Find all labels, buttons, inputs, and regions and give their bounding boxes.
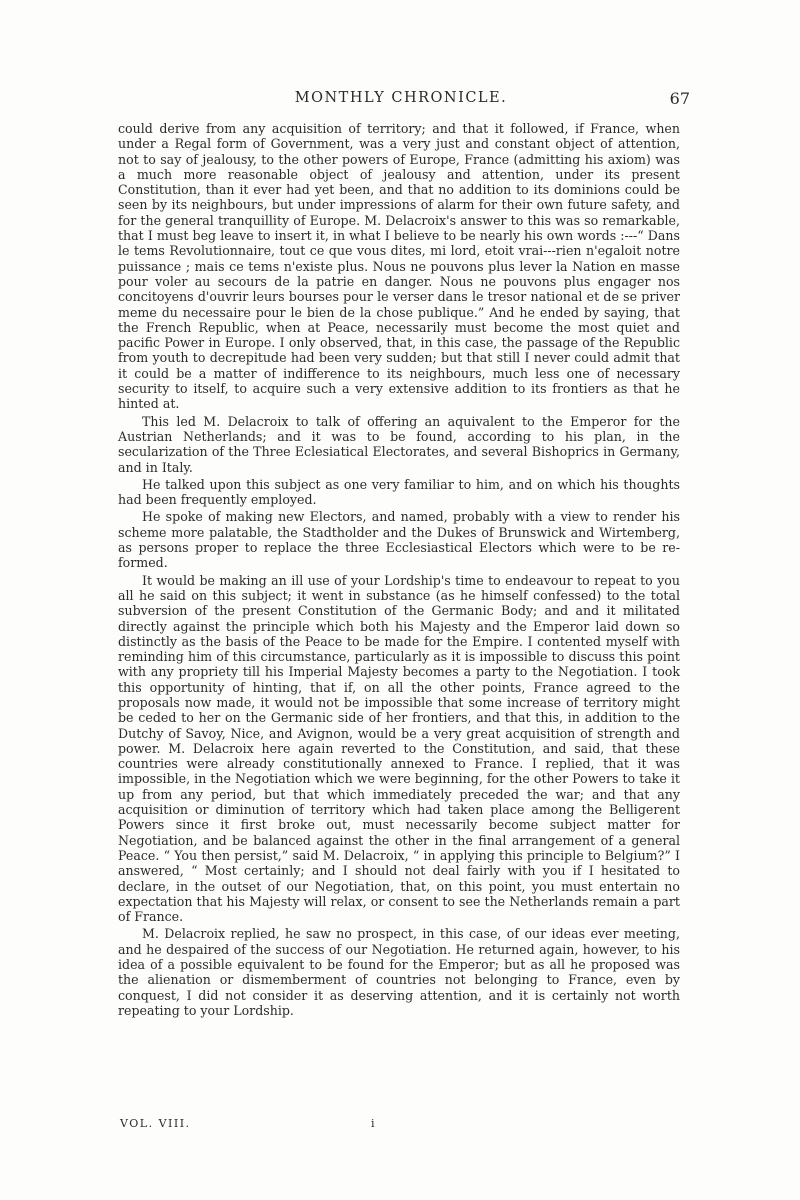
- volume-signature: VOL. VIII.: [120, 1117, 191, 1130]
- paragraph: He spoke of making new Electors, and named, probably with a view to render his scheme more palatable, the Stadtholder and the Dukes of Brunswick and Wirtemberg, as persons proper to replace the three Ecclesiastical Electors which were to be re-formed.: [118, 509, 680, 571]
- signature-mark: i: [371, 1117, 377, 1130]
- paragraph: It would be making an ill use of your Lordship's time to endeavour to repeat to you all he said on this subject; it went in substance (as he himself confessed) to the total subversion of the present Constitution of the Germanic Body; and and it militated directly against the principle which both his Majesty and the Emperor laid down so distinctly as the basis of the Peace to be made for the Empire. I contented myself with reminding him of this circumstance, particularly as it is impossible to discuss this point with any propriety till his Imperial Majesty becomes a party to the Negotiation. I took this opportunity of hinting, that if, on all the other points, France agreed to the proposals now made, it would not be impossible that some increase of territory might be ceded to her on the Germanic side of her frontiers, and that this, in addition to the Dutchy of Savoy, Nice, and Avignon, would be a very great acquisition of strength and power. M. Delacroix here again reverted to the Constitution, and said, that these countries were already constitutionally annexed to France. I replied, that it was impossible, in the Negotiation which we were beginning, for the other Powers to take it up from any period, but that which immediately preceded the war; and that any acquisition or diminution of territory which had taken place among the Belligerent Powers since it first broke out, must necessarily become subject matter for Negotiation, and be balanced against the other in the final arrangement of a general Peace. “ You then persist,” said M. Delacroix, “ in applying this principle to Belgium?” I answered, “ Most certainly; and I should not deal fairly with you if I hesitated to declare, in the outset of our Negotiation, that, on this point, you must entertain no expectation that his Majesty will relax, or consent to see the Netherlands remain a part of France.: [118, 572, 680, 925]
- page-footer: [120, 1117, 680, 1133]
- page-number: 67: [669, 89, 690, 108]
- paragraph: He talked upon this subject as one very familiar to him, and on which his thoughts had been frequently employed.: [118, 476, 680, 508]
- page-header: [112, 90, 690, 110]
- running-title: MONTHLY CHRONICLE.: [294, 90, 508, 106]
- paragraph: This led M. Delacroix to talk of offering an aquivalent to the Emperor for the Austrian Netherlands; and it was to be found, according to his plan, in the secularization of the Three Eclesiatical Electorates, and several Bishoprics in Germany, and in Italy.: [118, 413, 680, 475]
- paragraph: could derive from any acquisition of territory; and that it followed, if France, when under a Regal form of Government, was a very just and constant object of attention, not to say of jealousy, to the other powers of Europe, France (admitting his axiom) was a much more reasonable object of jealousy and attention, under its present Constitution, than it ever had yet been, and that no addition to its dominions could be seen by its neighbours, but under impressions of alarm for their own future safety, and for the general tranquillity of Europe. M. Delacroix's answer to this was so remarkable, that I must beg leave to insert it, in what I believe to be nearly his own words :---“ Dans le tems Revolutionnaire, tout ce que vous dites, mi lord, etoit vrai---rien n'egaloit notre puissance ; mais ce tems n'existe plus. Nous ne pouvons plus lever la Nation en masse pour voler au secours de la patrie en danger. Nous ne pouvons plus engager nos concitoyens d'ouvrir leurs bourses pour le verser dans le tresor national et de se priver meme du necessaire pour le bien de la chose publique.” And he ended by saying, that the French Republic, when at Peace, necessarily must become the most quiet and pacific Power in Europe. I only observed, that, in this case, the passage of the Republic from youth to decrepitude had been very sudden; but that still I never could admit that it could be a matter of indifference to its neighbours, much less one of necessary security to itself, to acquire such a very extensive addition to its frontiers as that he hinted at.: [118, 121, 680, 412]
- paragraph: M. Delacroix replied, he saw no prospect, in this case, of our ideas ever meeting, and he despaired of the success of our Negotiation. He returned again, however, to his idea of a possible equivalent to be found for the Emperor; but as all he proposed was the alienation or dismemberment of countries not belonging to France, even by conquest, I did not consider it as deserving attention, and it is certainly not worth repeating to your Lordship.: [118, 926, 680, 1018]
- body-text: [118, 121, 680, 1018]
